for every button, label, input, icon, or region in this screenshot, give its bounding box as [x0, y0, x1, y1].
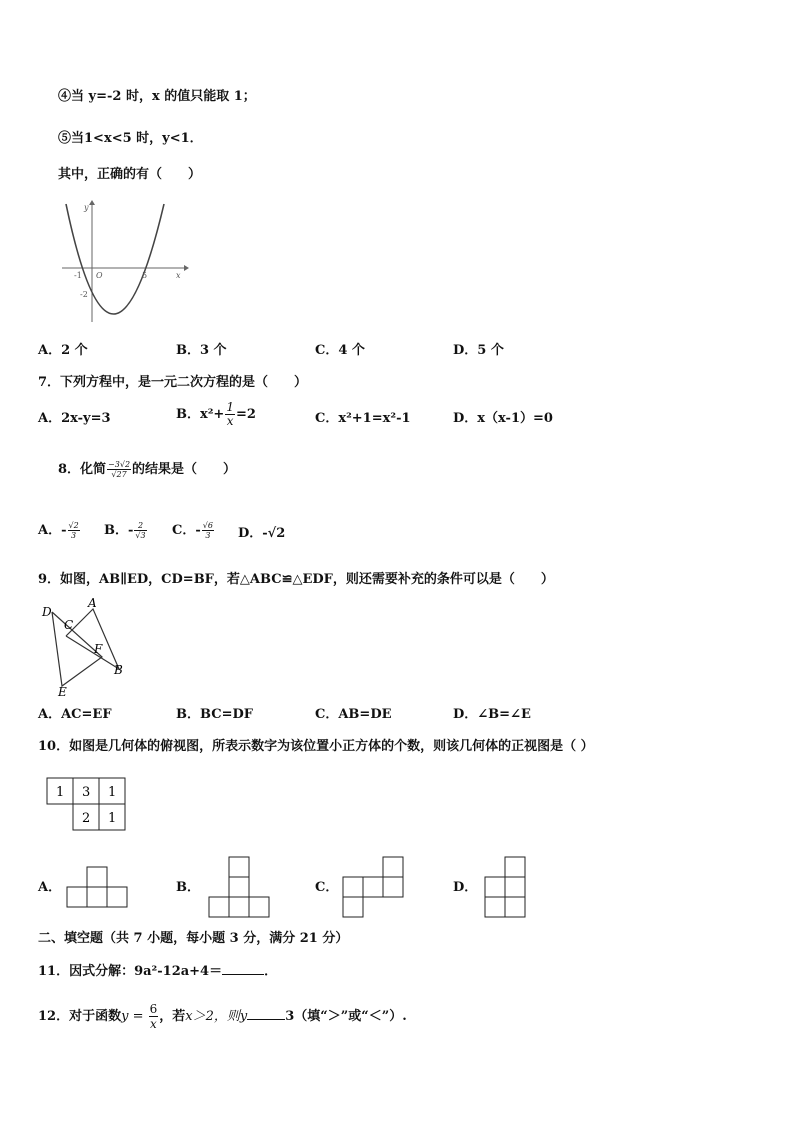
q7-b-denominator: x	[226, 414, 234, 428]
q8-stem-post: 的结果是（ ）	[132, 462, 237, 477]
q6-option-d[interactable]: D．5 个	[453, 343, 504, 358]
q9-option-a[interactable]: A．AC=EF	[38, 707, 112, 722]
triangle-abc	[66, 609, 119, 669]
q8-option-a[interactable]: A．- $\frac{√2}{3}$	[38, 521, 79, 540]
q6-item-5: ⑤当1<x<5 时，y<1．	[58, 131, 203, 146]
q8-option-a-fraction	[68, 521, 80, 540]
q7-option-b-pre: B．x²+	[176, 407, 225, 422]
q8-c-denominator: 3	[205, 531, 211, 540]
q6-item-4: ④当 y=-2 时，x 的值只能取 1；	[58, 89, 256, 104]
q12-equals: =	[128, 1009, 148, 1024]
q9-triangles-figure	[36, 596, 128, 700]
q8-a-numerator: √2	[68, 521, 79, 530]
q12-answer-blank[interactable]	[247, 1007, 285, 1020]
grid-value: 1	[56, 785, 65, 800]
q12-y2: y	[239, 1009, 248, 1024]
q10-option-a-figure[interactable]	[66, 866, 130, 910]
q8-a-denominator: 3	[71, 531, 77, 540]
q12-denominator: x	[150, 1017, 157, 1031]
section-2-title: 二、填空题（共 7 小题，每小题 3 分，满分 21 分）	[38, 931, 349, 946]
q12-stem-pre: 12．对于函数	[38, 1009, 122, 1024]
q8-stem	[58, 460, 236, 479]
label-c: C	[64, 618, 74, 632]
q10-option-b-figure[interactable]	[208, 856, 272, 918]
q10-option-a-label[interactable]: A．	[38, 880, 62, 895]
q11-answer-blank[interactable]	[222, 962, 264, 975]
q8-denominator: √27	[111, 470, 127, 479]
x-axis-arrow	[184, 265, 189, 271]
q10-option-b-label[interactable]: B．	[176, 880, 200, 895]
parabola-graph	[58, 198, 190, 326]
q7-option-b-post: =2	[235, 407, 256, 422]
q8-option-b[interactable]: B．- $\frac{2}{√3}$	[104, 521, 146, 540]
q7-b-numerator: 1	[226, 400, 234, 414]
q10-option-d-label[interactable]: D．	[453, 880, 478, 895]
q8-option-b-label: B．	[104, 523, 128, 538]
y-label: y	[84, 203, 89, 212]
q8-option-c[interactable]: C．- $\frac{√6}{3}$	[172, 521, 213, 540]
q6-option-c[interactable]: C．4 个	[315, 343, 365, 358]
x-label: x	[176, 271, 181, 280]
grid-value: 3	[82, 785, 91, 800]
q8-option-c-fraction	[202, 521, 214, 540]
q11-stem-pre: 11．因式分解：9a²-12a+4＝	[38, 964, 223, 979]
q6-option-b[interactable]: B．3 个	[176, 343, 227, 358]
q10-option-c-figure[interactable]	[342, 856, 406, 918]
q10-option-c-label[interactable]: C．	[315, 880, 339, 895]
q8-option-a-label: A．	[38, 523, 62, 538]
q9-option-d[interactable]: D．∠B=∠E	[453, 707, 531, 722]
grid-value: 1	[108, 785, 117, 800]
grid-value: 2	[82, 811, 91, 826]
q8-c-numerator: √6	[202, 521, 213, 530]
q6-prompt: 其中，正确的有（ ）	[58, 167, 202, 182]
label-d: D	[42, 605, 52, 619]
q12-condition: x＞2，则	[185, 1009, 240, 1024]
q6-option-a[interactable]: A．2 个	[38, 343, 88, 358]
q7-option-d[interactable]: D．x（x-1）=0	[453, 411, 553, 426]
q11-stem-post: ．	[264, 964, 278, 979]
q12-fraction	[149, 1002, 159, 1031]
q8-fraction	[107, 460, 131, 479]
q8-option-b-fraction	[134, 521, 146, 540]
label-a: A	[88, 596, 97, 610]
tick-neg2: -2	[80, 290, 88, 299]
origin-label: O	[96, 271, 103, 280]
q12-numerator: 6	[149, 1002, 158, 1016]
y-axis-arrow	[89, 200, 95, 205]
q7-option-b-fraction	[225, 401, 235, 428]
tick-5: 5	[142, 271, 148, 280]
q9-stem: 9．如图，AB∥ED，CD=BF，若△ABC≌△EDF，则还需要补充的条件可以是（ ）	[38, 572, 554, 587]
q7-stem: 7．下列方程中，是一元二次方程的是（ ）	[38, 375, 308, 390]
q7-option-a[interactable]: A．2x-y=3	[38, 411, 111, 426]
q9-option-c[interactable]: C．AB=DE	[315, 707, 392, 722]
q12-tail: 3（填“＞”或“＜”）.	[285, 1009, 407, 1024]
q7-option-b[interactable]	[176, 401, 256, 428]
q8-stem-pre: 8．化简	[58, 462, 107, 477]
label-e: E	[58, 685, 67, 699]
grid-value: 1	[108, 811, 117, 826]
q10-stem: 10．如图是几何体的俯视图，所表示数字为该位置小正方体的个数，则该几何体的正视图是（ ）	[38, 739, 594, 754]
q8-numerator: −3√2	[108, 460, 131, 469]
q10-option-d-figure[interactable]	[484, 856, 528, 918]
q8-option-d[interactable]: D．-√2	[238, 526, 286, 541]
label-f: F	[94, 642, 103, 656]
q10-top-view-grid	[46, 777, 128, 833]
q12-stem	[38, 1002, 407, 1031]
tick-neg1: -1	[74, 271, 82, 280]
q8-option-c-label: C．	[172, 523, 196, 538]
q9-option-b[interactable]: B．BC=DF	[176, 707, 253, 722]
q7-option-c[interactable]: C．x²+1=x²-1	[315, 411, 411, 426]
q12-mid: ，若	[159, 1009, 186, 1024]
q8-b-denominator: √3	[135, 531, 146, 540]
q8-b-numerator: 2	[134, 521, 146, 531]
q12-y: y	[121, 1009, 129, 1024]
label-b: B	[114, 663, 123, 677]
q11-stem	[38, 962, 277, 980]
